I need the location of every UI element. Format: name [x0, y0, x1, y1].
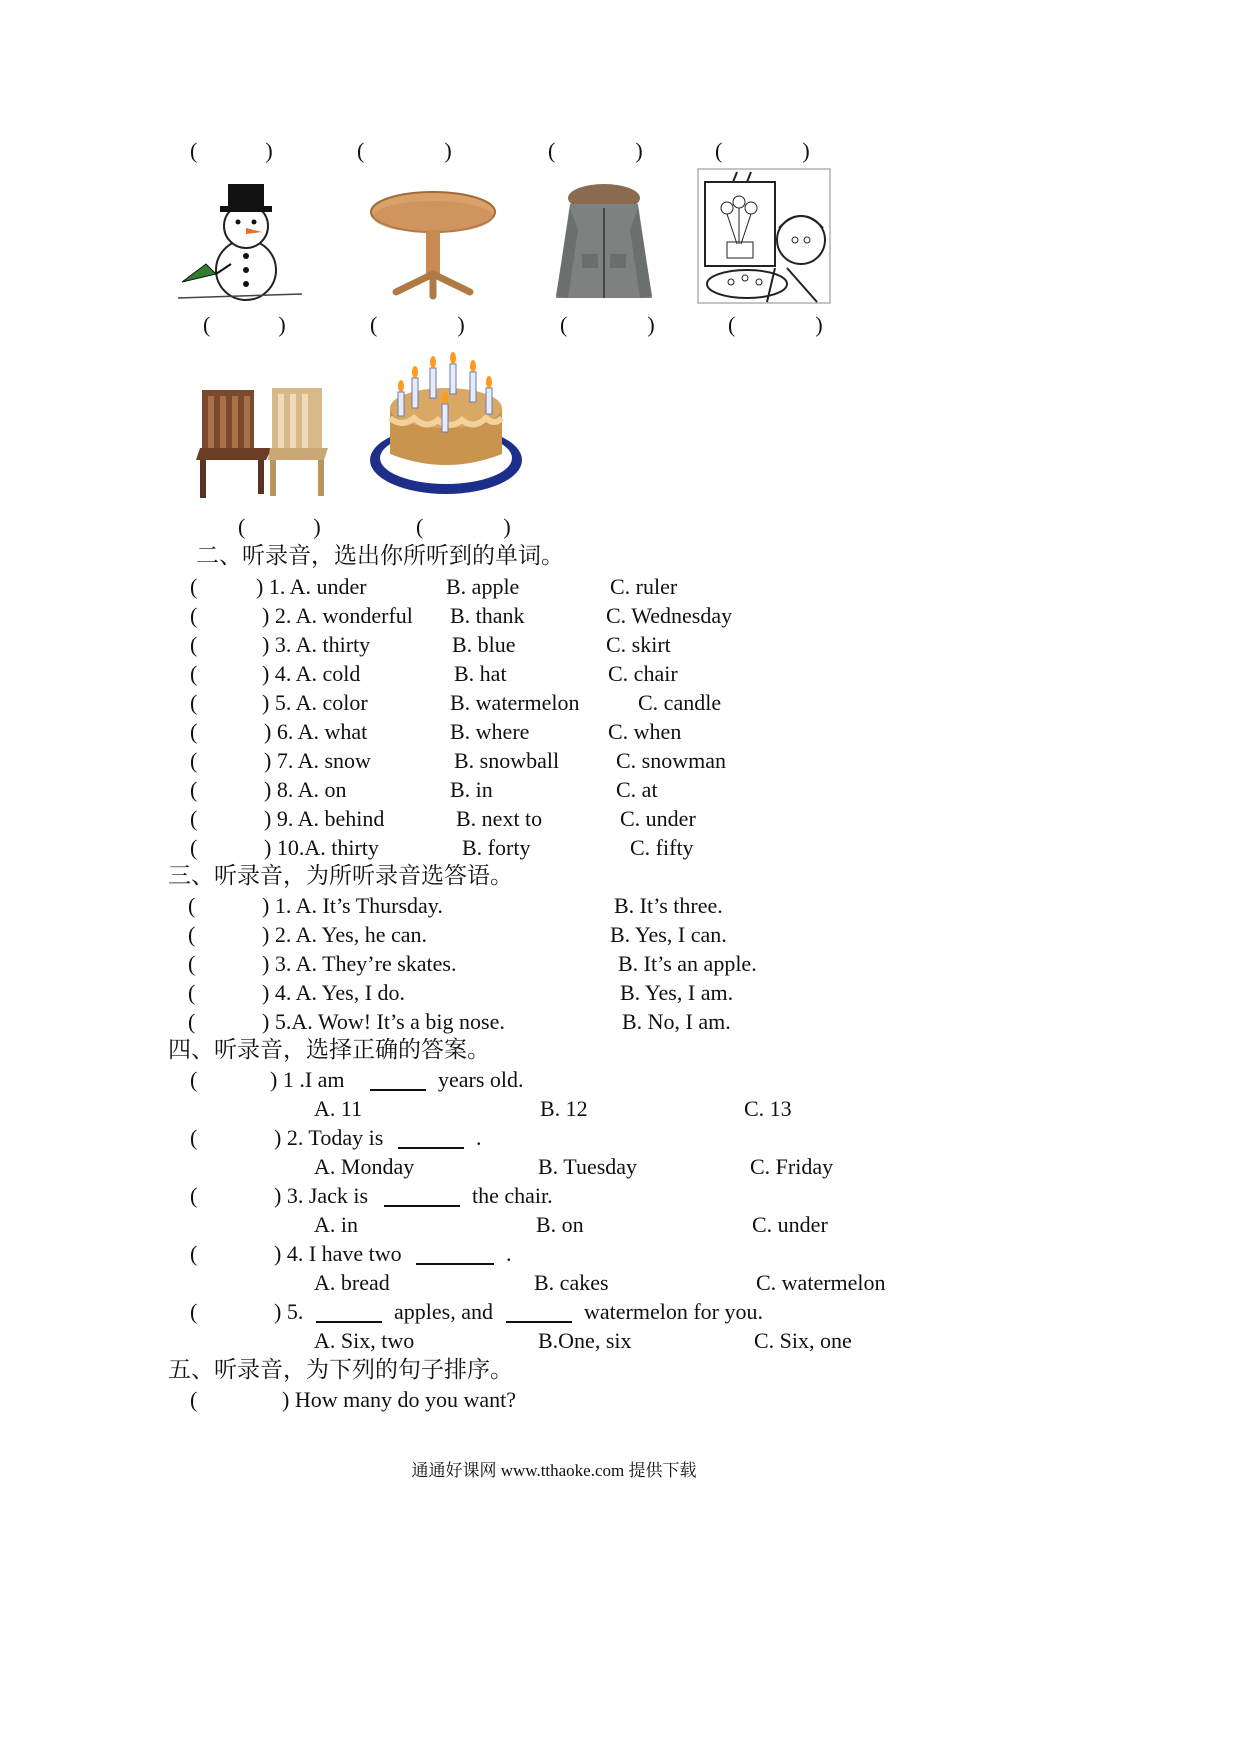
list-item: ( ) 1. A. under B. apple C. ruler [190, 574, 678, 599]
page-footer: 通通好课网 www.tthaoke.com 提供下载 [411, 1461, 697, 1480]
table-icon [368, 190, 498, 300]
list-item: ( ) 5.A. Wow! It’s a big nose. B. No, I am. [188, 1009, 731, 1034]
list-item: ( ) 3. Jack is the chair. [190, 1183, 553, 1208]
section-5-title: 五、听录音，为下列的句子排序。 [168, 1357, 513, 1382]
options-row: A. Six, two B.One, six C. Six, one [314, 1328, 852, 1353]
answer-paren-row1-2: ( ) [370, 312, 465, 337]
answer-paren-row2-2: ( ) [416, 514, 511, 539]
list-item: ( ) 6. A. what B. where C. when [190, 719, 682, 744]
birthday-cake-icon [368, 348, 524, 498]
list-item: ( ) 1 .I am years old. [190, 1067, 524, 1092]
section-3-title: 三、听录音，为所听录音选答语。 [168, 863, 513, 888]
answer-paren-row0-3: ( ) [548, 138, 643, 163]
section-4-title: 四、听录音，选择正确的答案。 [168, 1037, 490, 1062]
list-item: ( ) 5. apples, and watermelon for you. [190, 1299, 763, 1324]
answer-blank [416, 1245, 494, 1265]
chairs-icon [196, 384, 330, 500]
answer-paren-row1-3: ( ) [560, 312, 655, 337]
list-item: ( ) 8. A. on B. in C. at [190, 777, 658, 802]
answer-paren-row2-1: ( ) [238, 514, 321, 539]
answer-paren-row1-1: ( ) [203, 312, 286, 337]
list-item: ( ) 4. A. cold B. hat C. chair [190, 661, 678, 686]
list-item: ( ) 4. I have two . [190, 1241, 512, 1266]
jacket-icon [548, 180, 660, 304]
answer-paren-row0-1: ( ) [190, 138, 273, 163]
list-item: ( ) 1. A. It’s Thursday. B. It’s three. [188, 893, 723, 918]
list-item: ( ) 10.A. thirty B. forty C. fifty [190, 835, 694, 860]
options-row: A. Monday B. Tuesday C. Friday [314, 1154, 834, 1179]
answer-paren-row1-4: ( ) [728, 312, 823, 337]
answer-blank [384, 1187, 460, 1207]
options-row: A. bread B. cakes C. watermelon [314, 1270, 886, 1295]
list-item: ( ) 2. Today is . [190, 1125, 482, 1150]
answer-blank [316, 1303, 382, 1323]
list-item: ( ) 4. A. Yes, I do. B. Yes, I am. [188, 980, 734, 1005]
list-item: ( ) How many do you want? [190, 1387, 517, 1412]
section-2-title: 二、听录音，选出你所听到的单词。 [196, 543, 564, 568]
list-item: ( ) 3. A. thirty B. blue C. skirt [190, 632, 671, 657]
list-item: ( ) 2. A. Yes, he can. B. Yes, I can. [188, 922, 727, 947]
painting-icon [697, 168, 831, 304]
list-item: ( ) 2. A. wonderful B. thank C. Wednesday [190, 603, 733, 628]
answer-blank [506, 1303, 572, 1323]
answer-blank [370, 1071, 426, 1091]
answer-paren-row0-2: ( ) [357, 138, 452, 163]
list-item: ( ) 7. A. snow B. snowball C. snowman [190, 748, 726, 773]
list-item: ( ) 3. A. They’re skates. B. It’s an apple. [188, 951, 757, 976]
answer-paren-row0-4: ( ) [715, 138, 810, 163]
snowman-icon [176, 178, 306, 302]
list-item: ( ) 9. A. behind B. next to C. under [190, 806, 696, 831]
answer-blank [398, 1129, 464, 1149]
options-row: A. in B. on C. under [314, 1212, 828, 1237]
options-row: A. 11 B. 12 C. 13 [314, 1096, 792, 1121]
list-item: ( ) 5. A. color B. watermelon C. candle [190, 690, 722, 715]
